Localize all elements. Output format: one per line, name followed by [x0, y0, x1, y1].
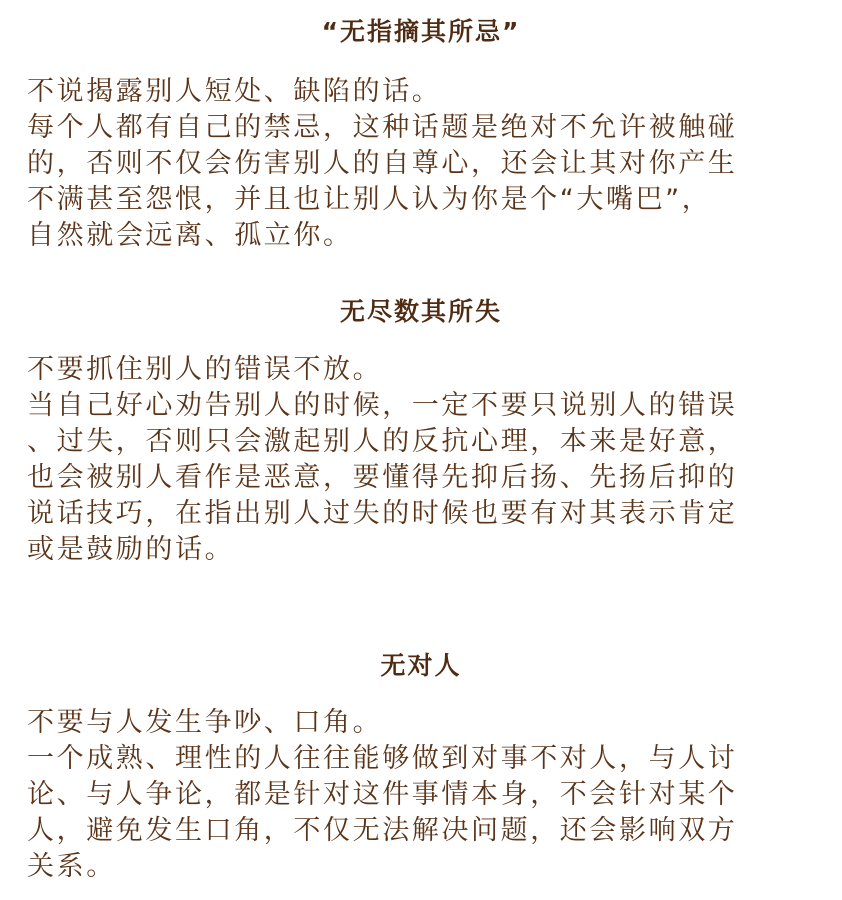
- paragraph-line: 的，否则不仅会伤害别人的自尊心，还会让其对你产生: [27, 148, 738, 179]
- paragraph-line: 不要抓住别人的错误不放。: [27, 354, 383, 385]
- paragraph-line: 不满甚至怨恨，并且也让别人认为你是个“大嘴巴”，: [27, 184, 712, 215]
- section-no-criticize-taboos: [0, 16, 842, 254]
- section-body: [0, 705, 817, 885]
- paragraph-line: 自然就会远离、孤立你。: [27, 220, 353, 251]
- paragraph-line: 论、与人争论，都是针对这件事情本身，不会针对某个: [27, 779, 738, 810]
- paragraph-line: 不要与人发生争吵、口角。: [27, 707, 383, 738]
- section-no-confronting-people: [0, 650, 842, 885]
- section-heading: “无指摘其所忌”: [321, 17, 521, 46]
- paragraph-line: 人，避免发生口角，不仅无法解决问题，还会影响双方: [27, 815, 738, 846]
- paragraph-line: 一个成熟、理性的人往往能够做到对事不对人，与人讨: [27, 743, 738, 774]
- paragraph-line: 说话技巧，在指出别人过失的时候也要有对其表示肯定: [27, 498, 738, 529]
- section-heading: 无对人: [380, 651, 462, 680]
- section-body: [0, 74, 817, 254]
- section-heading: 无尽数其所失: [339, 297, 502, 326]
- paragraph-line: 当自己好心劝告别人的时候，一定不要只说别人的错误: [27, 390, 738, 421]
- paragraph-line: 、过失，否则只会激起别人的反抗心理，本来是好意，: [27, 426, 738, 457]
- paragraph-line: 或是鼓励的话。: [27, 534, 235, 565]
- paragraph-line: 关系。: [27, 851, 116, 882]
- paragraph-line: 不说揭露别人短处、缺陷的话。: [27, 76, 442, 107]
- section-body: [0, 352, 817, 568]
- section-no-listing-faults: [0, 296, 842, 568]
- paragraph-line: 也会被别人看作是恶意，要懂得先抑后扬、先扬后抑的: [27, 462, 738, 493]
- paragraph-line: 每个人都有自己的禁忌，这种话题是绝对不允许被触碰: [27, 112, 738, 143]
